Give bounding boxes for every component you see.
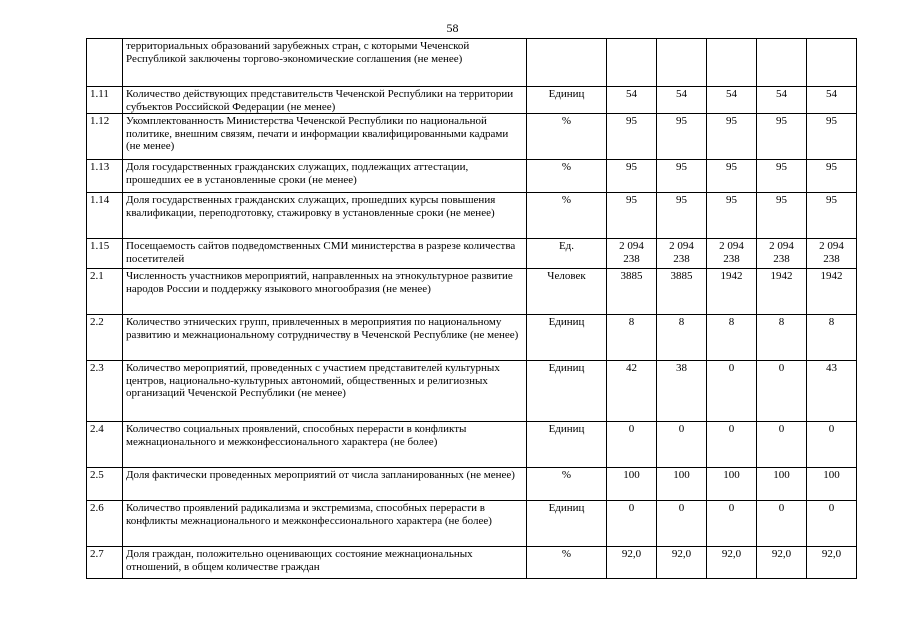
- indicator-value-year-1: [607, 39, 657, 87]
- indicator-value-year-1: 54: [607, 87, 657, 114]
- table-row: [87, 160, 857, 193]
- indicator-value-year-2: 3885: [657, 269, 707, 315]
- indicator-value-year-4: 92,0: [757, 547, 807, 579]
- indicator-value-year-2: 2 094 238: [657, 239, 707, 269]
- indicator-value-year-2: 95: [657, 160, 707, 193]
- indicator-value-year-5: [807, 39, 857, 87]
- indicator-value-year-5: 54: [807, 87, 857, 114]
- indicator-value-year-3: 92,0: [707, 547, 757, 579]
- table-row: [87, 361, 857, 422]
- indicator-name: Количество этнических групп, привлеченных в мероприятия по национальному развитию и межнациональному сотрудничеству в Чеченской Республике (не менее): [123, 315, 527, 361]
- indicator-value-year-4: 0: [757, 501, 807, 547]
- indicator-value-year-1: 95: [607, 193, 657, 239]
- indicator-value-year-4: 95: [757, 114, 807, 160]
- row-number: 2.6: [87, 501, 123, 547]
- indicator-value-year-1: 3885: [607, 269, 657, 315]
- indicator-value-year-5: 8: [807, 315, 857, 361]
- indicator-name: Количество действующих представительств Чеченской Республики на территории субъектов Российской Федерации (не менее): [123, 87, 527, 114]
- indicator-value-year-3: 0: [707, 501, 757, 547]
- unit-of-measure: [527, 39, 607, 87]
- indicator-name: Количество мероприятий, проведенных с участием представителей культурных центров, национально-культурных автономий, общественных и религиозных организаций Чеченской Республики (не менее): [123, 361, 527, 422]
- unit-of-measure: Единиц: [527, 422, 607, 468]
- indicator-value-year-1: 100: [607, 468, 657, 501]
- indicator-value-year-4: 0: [757, 422, 807, 468]
- unit-of-measure: %: [527, 160, 607, 193]
- indicator-value-year-3: 2 094 238: [707, 239, 757, 269]
- row-number: 2.4: [87, 422, 123, 468]
- indicator-value-year-5: 2 094 238: [807, 239, 857, 269]
- unit-of-measure: Единиц: [527, 87, 607, 114]
- row-number: 2.1: [87, 269, 123, 315]
- indicator-value-year-2: 95: [657, 193, 707, 239]
- table-row: [87, 501, 857, 547]
- indicator-name: Посещаемость сайтов подведомственных СМИ министерства в разрезе количества посетителей: [123, 239, 527, 269]
- unit-of-measure: %: [527, 468, 607, 501]
- indicator-value-year-5: 95: [807, 193, 857, 239]
- indicator-name: Доля граждан, положительно оценивающих состояние межнациональных отношений, в общем количестве граждан: [123, 547, 527, 579]
- indicator-value-year-2: 95: [657, 114, 707, 160]
- table-row: [87, 547, 857, 579]
- unit-of-measure: Единиц: [527, 361, 607, 422]
- table-row: [87, 39, 857, 87]
- table-row: [87, 87, 857, 114]
- indicator-value-year-3: 0: [707, 422, 757, 468]
- row-number: 1.15: [87, 239, 123, 269]
- indicator-name: Укомплектованность Министерства Чеченской Республики по национальной политике, внешним связям, печати и информации квалифицированными кадрами (не менее): [123, 114, 527, 160]
- indicator-name: Численность участников мероприятий, направленных на этнокультурное развитие народов России и поддержку языкового многообразия (не менее): [123, 269, 527, 315]
- indicator-value-year-1: 95: [607, 114, 657, 160]
- unit-of-measure: Ед.: [527, 239, 607, 269]
- indicator-name: Доля государственных гражданских служащих, подлежащих аттестации, прошедших ее в установленные сроки (не менее): [123, 160, 527, 193]
- row-number: 2.5: [87, 468, 123, 501]
- indicator-value-year-1: 42: [607, 361, 657, 422]
- table-row: [87, 468, 857, 501]
- row-number: 2.2: [87, 315, 123, 361]
- indicator-value-year-5: 43: [807, 361, 857, 422]
- indicator-value-year-5: 95: [807, 114, 857, 160]
- indicator-value-year-4: 95: [757, 193, 807, 239]
- indicator-value-year-5: 95: [807, 160, 857, 193]
- row-number: [87, 39, 123, 87]
- unit-of-measure: %: [527, 193, 607, 239]
- indicator-value-year-3: 95: [707, 160, 757, 193]
- unit-of-measure: %: [527, 547, 607, 579]
- indicator-value-year-3: 95: [707, 193, 757, 239]
- indicator-name: территориальных образований зарубежных стран, с которыми Чеченской Республикой заключены торгово-экономические соглашения (не менее): [123, 39, 527, 87]
- indicator-name: Количество проявлений радикализма и экстремизма, способных перерасти в конфликты межнационального и межконфессионального характера (не более): [123, 501, 527, 547]
- indicator-value-year-2: 54: [657, 87, 707, 114]
- unit-of-measure: %: [527, 114, 607, 160]
- row-number: 2.7: [87, 547, 123, 579]
- indicator-value-year-2: 0: [657, 422, 707, 468]
- indicator-value-year-4: 100: [757, 468, 807, 501]
- indicator-value-year-4: [757, 39, 807, 87]
- indicator-value-year-4: 1942: [757, 269, 807, 315]
- unit-of-measure: Единиц: [527, 501, 607, 547]
- row-number: 1.12: [87, 114, 123, 160]
- indicator-name: Доля фактически проведенных мероприятий от числа запланированных (не менее): [123, 468, 527, 501]
- indicator-value-year-5: 92,0: [807, 547, 857, 579]
- row-number: 1.13: [87, 160, 123, 193]
- indicator-value-year-3: 1942: [707, 269, 757, 315]
- row-number: 1.14: [87, 193, 123, 239]
- table-row: [87, 422, 857, 468]
- row-number: 1.11: [87, 87, 123, 114]
- indicator-value-year-3: 95: [707, 114, 757, 160]
- indicator-value-year-1: 92,0: [607, 547, 657, 579]
- row-number: 2.3: [87, 361, 123, 422]
- unit-of-measure: Единиц: [527, 315, 607, 361]
- indicator-value-year-2: 8: [657, 315, 707, 361]
- indicator-value-year-1: 0: [607, 501, 657, 547]
- indicator-value-year-4: 54: [757, 87, 807, 114]
- indicator-value-year-4: 8: [757, 315, 807, 361]
- table-row: [87, 269, 857, 315]
- indicator-value-year-4: 2 094 238: [757, 239, 807, 269]
- indicator-value-year-1: 8: [607, 315, 657, 361]
- table-row: [87, 114, 857, 160]
- indicator-value-year-5: 0: [807, 501, 857, 547]
- indicators-table: [86, 38, 857, 579]
- indicator-value-year-2: [657, 39, 707, 87]
- indicator-value-year-2: 100: [657, 468, 707, 501]
- indicator-value-year-4: 0: [757, 361, 807, 422]
- table-row: [87, 239, 857, 269]
- indicator-value-year-1: 2 094 238: [607, 239, 657, 269]
- indicator-value-year-2: 92,0: [657, 547, 707, 579]
- indicator-value-year-2: 0: [657, 501, 707, 547]
- indicator-value-year-1: 95: [607, 160, 657, 193]
- indicator-value-year-3: 0: [707, 361, 757, 422]
- indicator-value-year-1: 0: [607, 422, 657, 468]
- indicator-value-year-3: 100: [707, 468, 757, 501]
- indicator-value-year-3: 54: [707, 87, 757, 114]
- indicator-name: Доля государственных гражданских служащих, прошедших курсы повышения квалификации, переподготовку, стажировку в установленные сроки (не менее): [123, 193, 527, 239]
- page-number: 58: [446, 21, 459, 35]
- indicator-value-year-2: 38: [657, 361, 707, 422]
- unit-of-measure: Человек: [527, 269, 607, 315]
- indicator-value-year-5: 1942: [807, 269, 857, 315]
- indicator-value-year-3: [707, 39, 757, 87]
- indicator-value-year-5: 0: [807, 422, 857, 468]
- table-row: [87, 193, 857, 239]
- indicator-name: Количество социальных проявлений, способных перерасти в конфликты межнационального и межконфессионального характера (не более): [123, 422, 527, 468]
- table-row: [87, 315, 857, 361]
- indicator-value-year-5: 100: [807, 468, 857, 501]
- indicator-value-year-3: 8: [707, 315, 757, 361]
- indicator-value-year-4: 95: [757, 160, 807, 193]
